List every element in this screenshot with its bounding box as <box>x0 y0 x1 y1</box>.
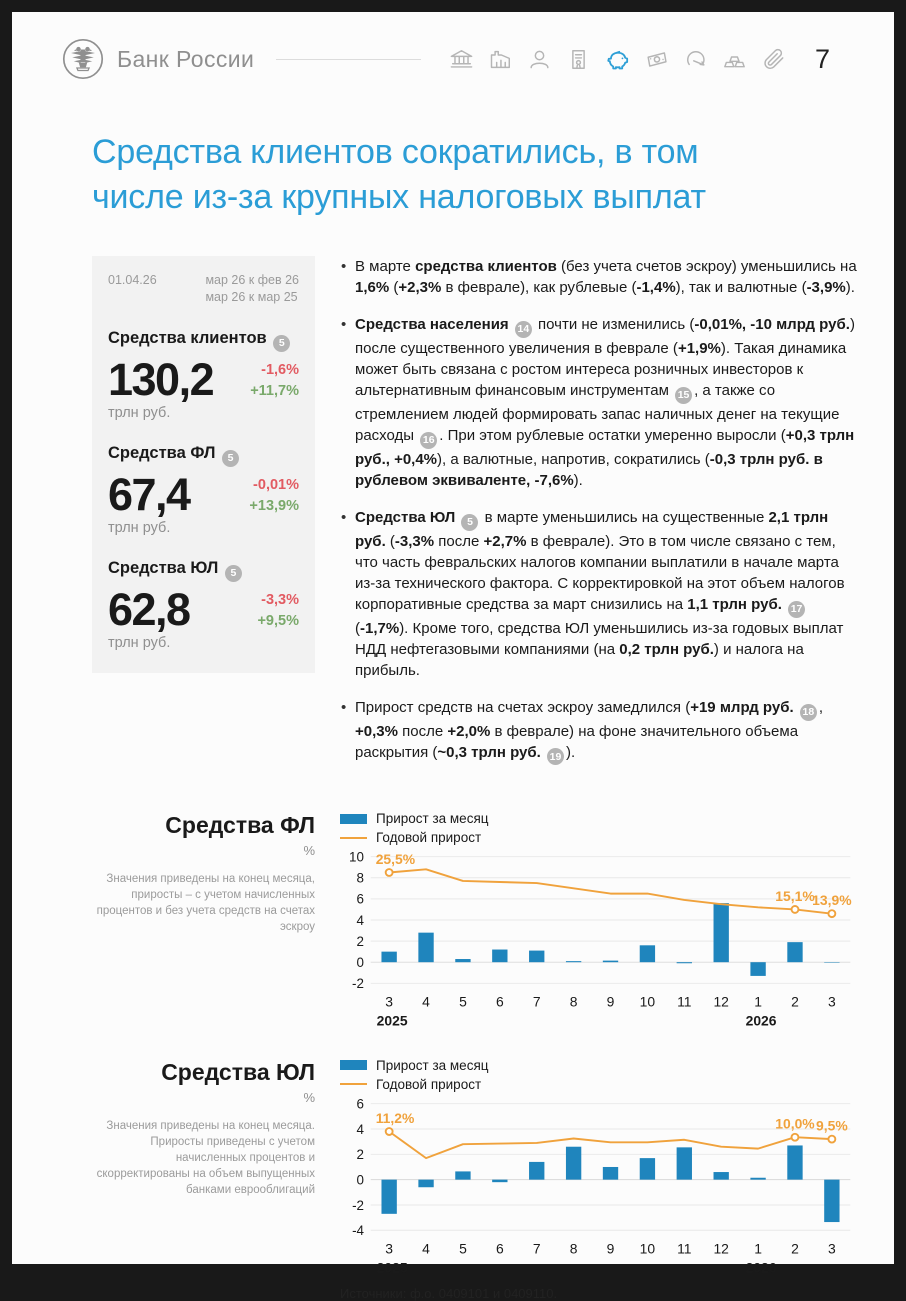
svg-text:0: 0 <box>357 1172 364 1187</box>
yoy-change: +11,7% <box>250 381 299 402</box>
svg-text:0: 0 <box>357 955 364 970</box>
legend-label: Годовой прирост <box>376 1077 481 1092</box>
mom-change: -0,01% <box>249 475 299 496</box>
bar-swatch <box>340 814 367 824</box>
key-figure <box>108 558 299 651</box>
svg-text:-2: -2 <box>352 1198 364 1213</box>
footnote-badge[interactable]: 5 <box>225 565 242 582</box>
svg-text:6: 6 <box>357 892 364 907</box>
mom-change: -3,3% <box>257 590 299 611</box>
svg-text:2: 2 <box>791 1240 799 1256</box>
svg-text:2: 2 <box>791 994 799 1010</box>
svg-text:6: 6 <box>496 994 504 1010</box>
period-mom: мар 26 к фев 26 <box>205 272 299 289</box>
legend-label: Прирост за месяц <box>376 811 488 826</box>
svg-text:8: 8 <box>570 994 578 1010</box>
legend-item-line <box>340 830 858 845</box>
yoy-change: +9,5% <box>257 611 299 632</box>
chart-fl-svg <box>340 849 858 1027</box>
svg-text:5: 5 <box>459 994 467 1010</box>
svg-text:2025: 2025 <box>377 1013 408 1029</box>
svg-text:2026: 2026 <box>746 1013 777 1029</box>
footnote-badge[interactable]: 19 <box>547 748 564 765</box>
gauge-icon[interactable] <box>681 44 711 74</box>
svg-text:1: 1 <box>754 994 762 1010</box>
svg-text:-4: -4 <box>352 1223 364 1238</box>
footnote-badge[interactable]: 15 <box>675 387 692 404</box>
legend-item-line <box>340 1077 858 1092</box>
key-figures-list <box>108 328 299 651</box>
svg-text:9: 9 <box>607 994 615 1010</box>
svg-text:10: 10 <box>349 850 364 865</box>
key-figure-value: 62,8 <box>108 587 190 632</box>
svg-text:11: 11 <box>677 1240 692 1256</box>
line-swatch <box>340 1083 367 1085</box>
legend-label: Прирост за месяц <box>376 1058 488 1073</box>
header-divider <box>276 59 421 60</box>
chart-ul-svg <box>340 1096 858 1276</box>
mom-change: -1,6% <box>250 360 299 381</box>
svg-text:2: 2 <box>357 1147 364 1162</box>
footnote-badge[interactable]: 17 <box>788 601 805 618</box>
banknote-icon[interactable] <box>642 44 672 74</box>
svg-text:9,5%: 9,5% <box>816 1117 848 1133</box>
footnote-badge[interactable]: 5 <box>461 514 478 531</box>
svg-text:4: 4 <box>357 1122 365 1137</box>
legend-item-bar <box>340 811 858 826</box>
certificate-icon[interactable] <box>564 44 594 74</box>
bullet-item: • Прирост средств на счетах эскроу замедлился (+19 млрд руб. 18 , +0,3% после +2,0% в феврале) на фоне значительного объема раскрытия (~0,3 трлн руб. 19 ). <box>340 697 858 766</box>
page-header <box>12 12 894 80</box>
svg-text:4: 4 <box>357 913 365 928</box>
svg-text:7: 7 <box>533 994 541 1010</box>
legend-item-bar <box>340 1058 858 1073</box>
svg-text:12: 12 <box>713 1240 729 1256</box>
report-page <box>12 12 894 1264</box>
page-number: 7 <box>815 44 830 75</box>
svg-text:10,0%: 10,0% <box>775 1115 814 1131</box>
industry-icon[interactable] <box>486 44 516 74</box>
period-yoy: мар 26 к мар 25 <box>205 289 299 306</box>
svg-text:8: 8 <box>357 871 364 886</box>
chart-block-ul <box>92 1058 858 1276</box>
svg-text:13,9%: 13,9% <box>812 892 851 908</box>
page-content <box>12 130 894 1301</box>
chart-fl-legend <box>340 811 858 845</box>
bullet-item: • Средства ЮЛ 5 в марте уменьшились на существенные 2,1 трлн руб. (-3,3% после +2,7% в феврале). Это в том числе связано с тем, что часть февральских налогов компании выплатили в начале марта из-за технического фактора. С корректировкой на этот объем налогов корпоративные средства за март снизились на 1,1 трлн руб. 17 (-1,7%). Кроме того, средства ЮЛ уменьшились из-за годовых выплат НДД нефтегазовыми компаниями (на 0,2 трлн руб.) и налога на прибыль. <box>340 507 858 681</box>
svg-text:2: 2 <box>357 934 364 949</box>
svg-text:25,5%: 25,5% <box>376 851 415 867</box>
key-figure-label: Средства ФЛ 5 <box>108 443 299 467</box>
comparison-periods <box>205 272 299 306</box>
svg-text:11,2%: 11,2% <box>376 1110 415 1126</box>
key-figure-unit: трлн руб. <box>108 405 299 421</box>
chart-fl-plot-area <box>340 811 858 1027</box>
chart-ul-title: Средства ЮЛ <box>92 1058 315 1087</box>
piggy-bank-icon[interactable] <box>603 44 633 74</box>
gold-bars-icon[interactable] <box>720 44 750 74</box>
page-title <box>92 130 858 220</box>
key-figure-changes <box>257 587 299 632</box>
chart-fl-note: Значения приведены на конец месяца, приросты – с учетом начисленных процентов и без учета средств на счетах эскроу <box>92 871 315 935</box>
svg-text:3: 3 <box>828 1240 836 1256</box>
svg-text:2025: 2025 <box>377 1259 408 1275</box>
key-figure-changes <box>249 472 299 517</box>
key-figure-label: Средства ЮЛ 5 <box>108 558 299 582</box>
stats-and-text-row <box>92 256 858 781</box>
svg-text:12: 12 <box>713 994 729 1010</box>
legend-label: Годовой прирост <box>376 830 481 845</box>
person-icon[interactable] <box>525 44 555 74</box>
key-figure-unit: трлн руб. <box>108 520 299 536</box>
key-figure-changes <box>250 357 299 402</box>
svg-text:5: 5 <box>459 1240 467 1256</box>
chart-ul-legend <box>340 1058 858 1092</box>
svg-text:8: 8 <box>570 1240 578 1256</box>
svg-text:7: 7 <box>533 1240 541 1256</box>
svg-text:1: 1 <box>754 1240 762 1256</box>
line-swatch <box>340 837 367 839</box>
svg-text:3: 3 <box>828 994 836 1010</box>
page-title-line1: Средства клиентов сократились, в том <box>92 133 698 171</box>
chart-ul-caption <box>92 1058 315 1198</box>
chart-fl-title: Средства ФЛ <box>92 811 315 840</box>
bullet-item: • Средства населения 14 почти не изменились (-0,01%, -10 млрд руб.) после существенного увеличения в феврале (+1,9%). Такая динамика может быть связана с ростом интереса розничных инвесторов к альтернативным финансовым инструментам 15 , а также со стремлением людей формировать запас наличных денег на текущие расходы 16 . При этом рублевые остатки умеренно выросли (+0,3 трлн руб., +0,4%), а валютные, напротив, сократились (-0,3 трлн руб. в рублевом эквиваленте, -7,6%). <box>340 314 858 491</box>
summary-bullets <box>340 256 858 781</box>
svg-text:4: 4 <box>422 994 430 1010</box>
as-of-date: 01.04.26 <box>108 272 157 306</box>
key-figure-unit: трлн руб. <box>108 635 299 651</box>
chart-block-fl <box>92 811 858 1027</box>
footnote-badge[interactable]: 18 <box>800 704 817 721</box>
paperclip-icon[interactable] <box>759 44 789 74</box>
chart-fl-unit: % <box>92 843 315 858</box>
svg-text:4: 4 <box>422 1240 430 1256</box>
page-title-line2: числе из-за крупных налоговых выплат <box>92 178 706 216</box>
svg-text:-2: -2 <box>352 976 364 991</box>
svg-text:15,1%: 15,1% <box>775 888 814 904</box>
svg-text:6: 6 <box>496 1240 504 1256</box>
key-figure-value: 67,4 <box>108 472 190 517</box>
svg-text:10: 10 <box>640 994 656 1010</box>
chart-ul-unit: % <box>92 1090 315 1105</box>
footnote-badge[interactable]: 5 <box>273 335 290 352</box>
brand-name: Банк России <box>117 46 254 73</box>
svg-text:10: 10 <box>640 1240 656 1256</box>
key-figure <box>108 443 299 536</box>
footnote-badge[interactable]: 14 <box>515 321 532 338</box>
svg-text:3: 3 <box>385 994 393 1010</box>
svg-text:11: 11 <box>677 994 692 1010</box>
chart-fl-caption <box>92 811 315 935</box>
footnote-badge[interactable]: 16 <box>420 432 437 449</box>
bank-of-russia-logo <box>62 38 104 80</box>
key-figures-header <box>108 272 299 306</box>
chart-ul-note: Значения приведены на конец месяца. Приросты приведены с учетом начисленных процентов и скорректированы на объем выпущенных банками еврооблигаций <box>92 1118 315 1198</box>
sources-note: Источники: ф.о. 0409101 и 0409110. <box>340 1286 858 1301</box>
header-icon-row <box>447 44 789 74</box>
key-figures-panel <box>92 256 315 673</box>
bullet-item: • В марте средства клиентов (без учета счетов эскроу) уменьшились на 1,6% (+2,3% в феврале), как рублевые (-1,4%), так и валютные (-3,9%). <box>340 256 858 298</box>
chart-ul-plot-area <box>340 1058 858 1276</box>
bar-swatch <box>340 1060 367 1070</box>
key-figure-value: 130,2 <box>108 357 213 402</box>
footnote-badge[interactable]: 5 <box>222 450 239 467</box>
key-figure <box>108 328 299 421</box>
svg-text:3: 3 <box>385 1240 393 1256</box>
key-figure-label: Средства клиентов 5 <box>108 328 299 352</box>
svg-text:2026: 2026 <box>746 1259 777 1275</box>
bank-icon[interactable] <box>447 44 477 74</box>
yoy-change: +13,9% <box>249 496 299 517</box>
svg-text:6: 6 <box>357 1096 364 1111</box>
svg-text:9: 9 <box>607 1240 615 1256</box>
